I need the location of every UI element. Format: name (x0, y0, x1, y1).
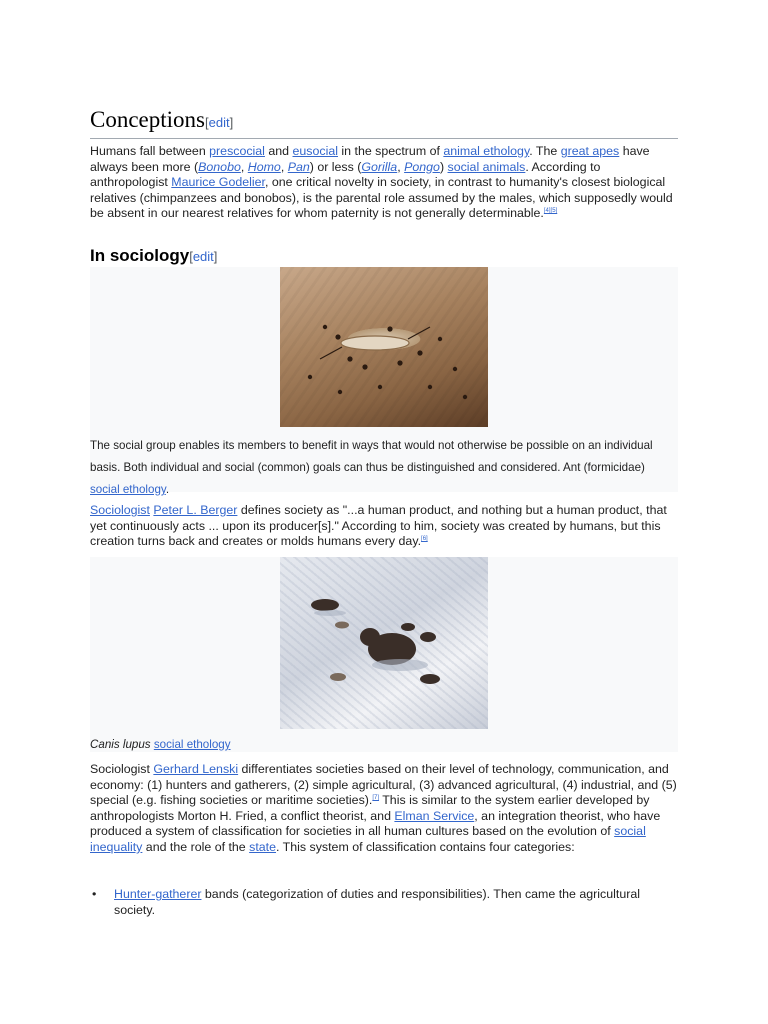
link-peter-berger[interactable]: Peter L. Berger (153, 503, 238, 517)
text: defines society as "...a human product, and nothing but a human product, that yet continuously acts ... upon its producer[s]." According to him, society was created by humans, but this creation turns back and creates or molds humans every day. (90, 503, 667, 549)
link-maurice-godelier[interactable]: Maurice Godelier (171, 175, 265, 190)
link-homo[interactable]: Homo (247, 159, 281, 174)
bullet: • (92, 887, 97, 901)
link-social-ethology-wolves[interactable]: social ethology (153, 738, 231, 751)
text: ) or less ( (309, 159, 362, 174)
link-social-inequality[interactable]: social inequality (90, 824, 646, 854)
classification-list (90, 887, 678, 918)
text: , an integration theorist, who have produced a system of classification for societies in all human cultures based on the evolution of (90, 808, 661, 839)
caption-italic: Canis lupus (90, 738, 151, 751)
text: , (240, 159, 248, 174)
paragraph-lenski (90, 762, 678, 856)
link-elman-service[interactable]: Elman Service (394, 808, 475, 823)
text: in the spectrum of (337, 144, 444, 158)
link-social-ethology-ants[interactable]: social ethology (90, 483, 166, 496)
figure-wolves (90, 557, 678, 752)
heading-text: In sociology (90, 246, 190, 265)
text: have always been more ( (90, 144, 650, 174)
text: differentiates societies based on their level of technology, communication, and economy: (1) hunters and gatherers, (2) simple agricultural, (3) advanced agricultural, (4) industrial, and (5) special (e.g. fishing societies or maritime societies). (90, 762, 677, 808)
link-gerhard-lenski[interactable]: Gerhard Lenski (153, 762, 239, 776)
link-great-apes[interactable]: great apes (560, 144, 620, 158)
reference-7[interactable]: [7] (372, 795, 380, 802)
text: . According to anthropologist (90, 159, 601, 190)
link-state[interactable]: state (249, 839, 277, 854)
bracket: [ (189, 249, 193, 264)
reference-4-5[interactable]: [4][5] (543, 208, 558, 215)
text: Humans fall between (90, 144, 210, 158)
text: This is similar to the system earlier developed by anthropologists Morton H. Fried, a conflict theorist, and (90, 793, 650, 823)
figure-caption-ants (90, 435, 676, 501)
link-presocial[interactable]: prescocial (209, 144, 265, 158)
paragraph-conceptions (90, 144, 678, 222)
caption-text: . (165, 483, 170, 496)
section-heading-conceptions (90, 106, 678, 139)
edit-section (189, 249, 217, 264)
text: . This system of classification contains four categories: (276, 839, 575, 854)
bracket: ] (213, 249, 218, 264)
bracket: [ (205, 115, 209, 130)
text: and the role of the (142, 839, 250, 854)
link-bonobo[interactable]: Bonobo (198, 159, 241, 174)
figure-caption-wolves (90, 738, 676, 752)
wolves-photo[interactable] (280, 557, 488, 729)
text: , one critical novelty in society, in contrast to humanity's closest biological relatives (chimpanzees and bonobos), is the parental role assumed by the males, which supposedly would be absent in our nearest relatives for whom paternity is not generally determinable. (90, 175, 673, 221)
text: Sociologist (90, 762, 154, 776)
link-eusocial[interactable]: eusocial (292, 144, 338, 158)
text: and (264, 144, 293, 158)
edit-link-in-sociology[interactable]: edit (192, 249, 214, 264)
link-hunter-gatherer[interactable]: Hunter-gatherer (114, 887, 202, 901)
link-pan[interactable]: Pan (287, 159, 310, 174)
paragraph-berger (90, 503, 678, 550)
list-item (90, 887, 678, 918)
link-social-animals[interactable]: social animals (447, 159, 526, 174)
list-item-text: bands (categorization of duties and responsibilities). Then came the agricultural society. (114, 887, 640, 917)
caption-text: The social group enables its members to benefit in ways that would not otherwise be possible on an individual basis. Both individual and social (common) goals can thus be distinguished and considered. Ant (formicidae) (90, 439, 653, 474)
link-pongo[interactable]: Pongo (404, 159, 440, 174)
ants-illustration (280, 267, 488, 427)
edit-section (205, 115, 233, 130)
figure-ants (90, 267, 678, 496)
section-heading-in-sociology (90, 244, 217, 269)
text: . The (529, 144, 561, 158)
wolves-bison-illustration (280, 557, 488, 729)
link-animal-ethology[interactable]: animal ethology (443, 144, 530, 158)
link-sociologist[interactable]: Sociologist (90, 503, 150, 517)
text: , (280, 159, 288, 174)
ants-photo[interactable] (280, 267, 488, 427)
edit-link-conceptions[interactable]: edit (208, 115, 230, 130)
heading-text: Conceptions (90, 107, 205, 132)
text: , (397, 159, 405, 174)
link-gorilla[interactable]: Gorilla (361, 159, 398, 174)
text: ) (439, 159, 448, 174)
reference-6[interactable]: [6] (421, 536, 428, 543)
bracket: ] (229, 115, 234, 130)
